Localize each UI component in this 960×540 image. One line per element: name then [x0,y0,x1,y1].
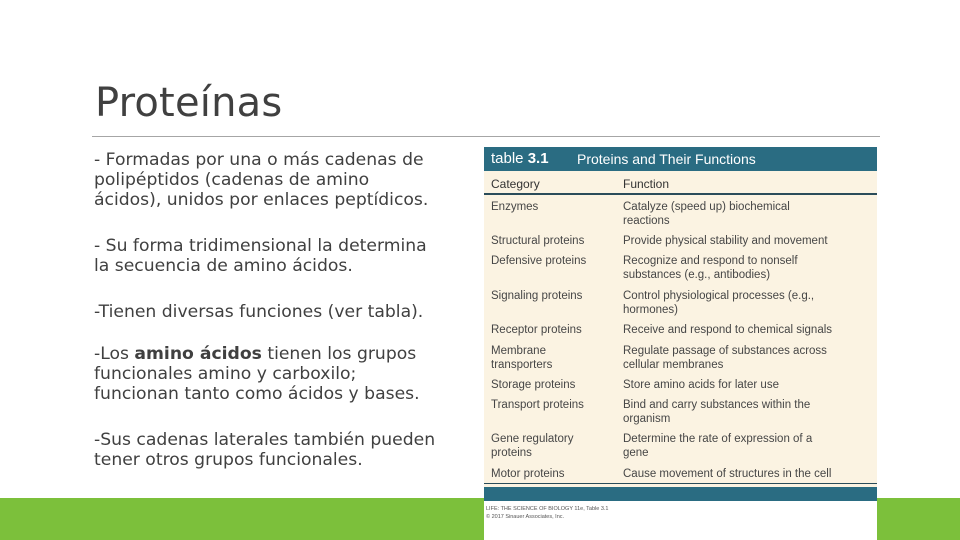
bullet-5: -Sus cadenas laterales también pueden tener otros grupos funcionales. [94,430,436,470]
column-header-category: Category [491,177,540,191]
bottom-accent-bar [0,498,960,540]
bullet-1: - Formadas por una o más cadenas de polipéptidos (cadenas de amino ácidos), unidos por enlaces peptídicos. [94,150,429,210]
bullet-3: -Tienen diversas funciones (ver tabla). [94,302,424,322]
slide-title: Proteínas [95,80,283,126]
bullet-4-post: tienen los grupos funcionales amino y carboxilo; funcionan tanto como ácidos y bases. [94,344,420,404]
credit-line-1: LIFE: THE SCIENCE OF BIOLOGY 11e, Table 3.1 [486,506,609,512]
title-divider [92,136,880,137]
row-category: Enzymes [491,201,539,213]
row-category: Membrane transporters [491,345,553,371]
row-category: Signaling proteins [491,290,583,302]
row-function: Recognize and respond to nonself substances (e.g., antibodies) [623,255,798,281]
row-category: Storage proteins [491,379,576,391]
table-label [491,150,549,167]
row-function: Catalyze (speed up) biochemical reactions [623,201,790,227]
row-category: Gene regulatory proteins [491,433,574,459]
protein-functions-table [484,147,877,524]
bullet-4-pre: -Los [94,344,135,364]
footer-rule [484,483,877,484]
header-rule [484,193,877,195]
bottom-accent-left [0,498,484,540]
row-function: Provide physical stability and movement [623,235,828,247]
row-function: Bind and carry substances within the organism [623,399,811,425]
bullet-4-bold: amino ácidos [134,344,262,364]
row-category: Defensive proteins [491,255,587,267]
row-function: Cause movement of structures in the cell [623,468,832,480]
row-category: Motor proteins [491,468,565,480]
table-number: 3.1 [527,150,549,167]
bullet-2: - Su forma tridimensional la determina la secuencia de amino ácidos. [94,236,427,276]
row-function: Regulate passage of substances across cellular membranes [623,345,827,371]
row-function: Determine the rate of expression of a gene [623,433,813,459]
row-category: Transport proteins [491,399,584,411]
table-caption: Proteins and Their Functions [577,151,756,167]
table-word: table [491,150,524,167]
row-function: Control physiological processes (e.g., hormones) [623,290,815,316]
column-header-function: Function [623,177,670,191]
bottom-accent-right [877,498,960,540]
row-function: Store amino acids for later use [623,379,779,391]
table-header [484,147,877,171]
row-category: Structural proteins [491,235,585,247]
row-category: Receptor proteins [491,324,582,336]
credit-line-2: © 2017 Sinauer Associates, Inc. [486,514,565,520]
bullet-4 [94,344,420,404]
row-function: Receive and respond to chemical signals [623,324,833,336]
